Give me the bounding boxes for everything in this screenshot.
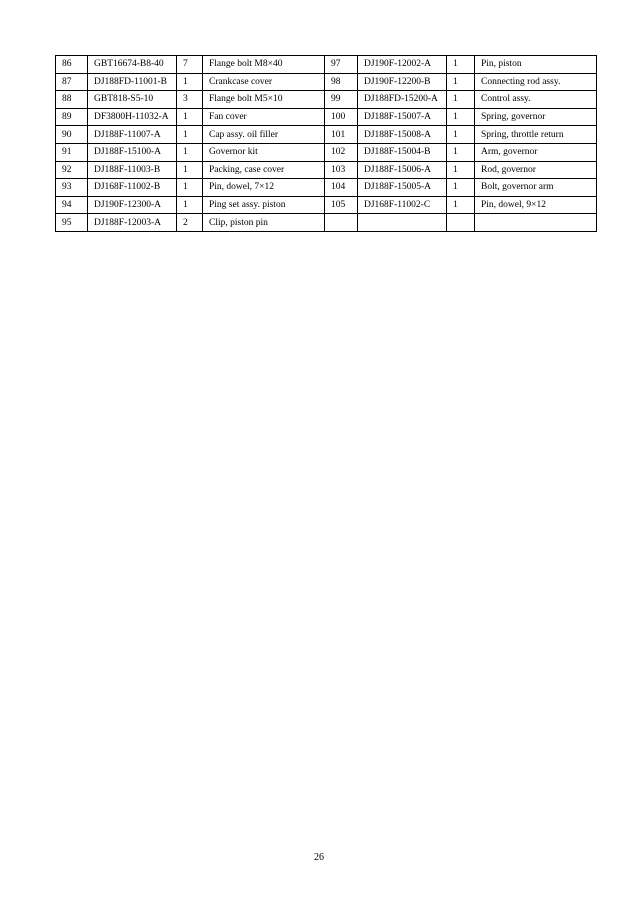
part-number: DJ188F-11003-B — [88, 161, 177, 179]
part-number: DJ190F-12200-B — [358, 73, 447, 91]
quantity: 1 — [177, 196, 203, 214]
item-number: 104 — [325, 179, 358, 197]
item-number — [325, 214, 358, 232]
part-number: GBT16674-B8-40 — [88, 56, 177, 74]
table-row — [56, 161, 597, 179]
quantity: 1 — [177, 179, 203, 197]
quantity: 1 — [177, 161, 203, 179]
quantity: 1 — [177, 108, 203, 126]
item-number: 94 — [56, 196, 88, 214]
table-row — [56, 214, 597, 232]
quantity: 3 — [177, 91, 203, 109]
item-number: 90 — [56, 126, 88, 144]
table-row — [56, 91, 597, 109]
description: Spring, governor — [475, 108, 597, 126]
part-number: GBT818-S5-10 — [88, 91, 177, 109]
part-number: DJ168F-11002-C — [358, 196, 447, 214]
table-row — [56, 108, 597, 126]
description: Flange bolt M8×40 — [203, 56, 325, 74]
description: Governor kit — [203, 143, 325, 161]
description: Arm, governor — [475, 143, 597, 161]
quantity: 1 — [447, 196, 475, 214]
part-number: DJ190F-12002-A — [358, 56, 447, 74]
description: Ping set assy. piston — [203, 196, 325, 214]
quantity: 1 — [447, 179, 475, 197]
description: Pin, dowel, 7×12 — [203, 179, 325, 197]
table-row — [56, 196, 597, 214]
part-number: DF3800H-11032-A — [88, 108, 177, 126]
quantity: 1 — [447, 56, 475, 74]
parts-table-body — [56, 56, 597, 232]
quantity: 1 — [177, 143, 203, 161]
part-number: DJ188FD-11001-B — [88, 73, 177, 91]
item-number: 97 — [325, 56, 358, 74]
part-number: DJ188F-11007-A — [88, 126, 177, 144]
item-number: 88 — [56, 91, 88, 109]
description: Bolt, governor arm — [475, 179, 597, 197]
table-row — [56, 126, 597, 144]
page-number: 26 — [314, 852, 324, 863]
quantity: 1 — [447, 143, 475, 161]
table-row — [56, 143, 597, 161]
item-number: 95 — [56, 214, 88, 232]
part-number: DJ188F-15006-A — [358, 161, 447, 179]
description: Crankcase cover — [203, 73, 325, 91]
quantity: 1 — [447, 126, 475, 144]
quantity: 1 — [177, 126, 203, 144]
table-row — [56, 73, 597, 91]
part-number: DJ188F-15008-A — [358, 126, 447, 144]
description: Rod, governor — [475, 161, 597, 179]
description: Clip, piston pin — [203, 214, 325, 232]
part-number: DJ188F-15004-B — [358, 143, 447, 161]
description: Control assy. — [475, 91, 597, 109]
parts-table — [55, 55, 597, 232]
part-number: DJ188F-15007-A — [358, 108, 447, 126]
description — [475, 214, 597, 232]
quantity: 1 — [447, 161, 475, 179]
item-number: 103 — [325, 161, 358, 179]
item-number: 93 — [56, 179, 88, 197]
table-row — [56, 179, 597, 197]
item-number: 105 — [325, 196, 358, 214]
item-number: 100 — [325, 108, 358, 126]
description: Cap assy. oil filler — [203, 126, 325, 144]
item-number: 87 — [56, 73, 88, 91]
part-number — [358, 214, 447, 232]
quantity: 2 — [177, 214, 203, 232]
part-number: DJ168F-11002-B — [88, 179, 177, 197]
item-number: 99 — [325, 91, 358, 109]
description: Pin, piston — [475, 56, 597, 74]
item-number: 92 — [56, 161, 88, 179]
part-number: DJ188F-15100-A — [88, 143, 177, 161]
description: Packing, case cover — [203, 161, 325, 179]
description: Pin, dowel, 9×12 — [475, 196, 597, 214]
quantity: 1 — [447, 91, 475, 109]
description: Spring, throttle return — [475, 126, 597, 144]
part-number: DJ188F-15005-A — [358, 179, 447, 197]
quantity: 7 — [177, 56, 203, 74]
table-row — [56, 56, 597, 74]
item-number: 91 — [56, 143, 88, 161]
item-number: 101 — [325, 126, 358, 144]
part-number: DJ190F-12300-A — [88, 196, 177, 214]
description: Flange bolt M5×10 — [203, 91, 325, 109]
item-number: 102 — [325, 143, 358, 161]
quantity: 1 — [447, 73, 475, 91]
item-number: 98 — [325, 73, 358, 91]
quantity: 1 — [447, 108, 475, 126]
description: Fan cover — [203, 108, 325, 126]
quantity — [447, 214, 475, 232]
description: Connecting rod assy. — [475, 73, 597, 91]
part-number: DJ188F-12003-A — [88, 214, 177, 232]
item-number: 89 — [56, 108, 88, 126]
quantity: 1 — [177, 73, 203, 91]
item-number: 86 — [56, 56, 88, 74]
part-number: DJ188FD-15200-A — [358, 91, 447, 109]
